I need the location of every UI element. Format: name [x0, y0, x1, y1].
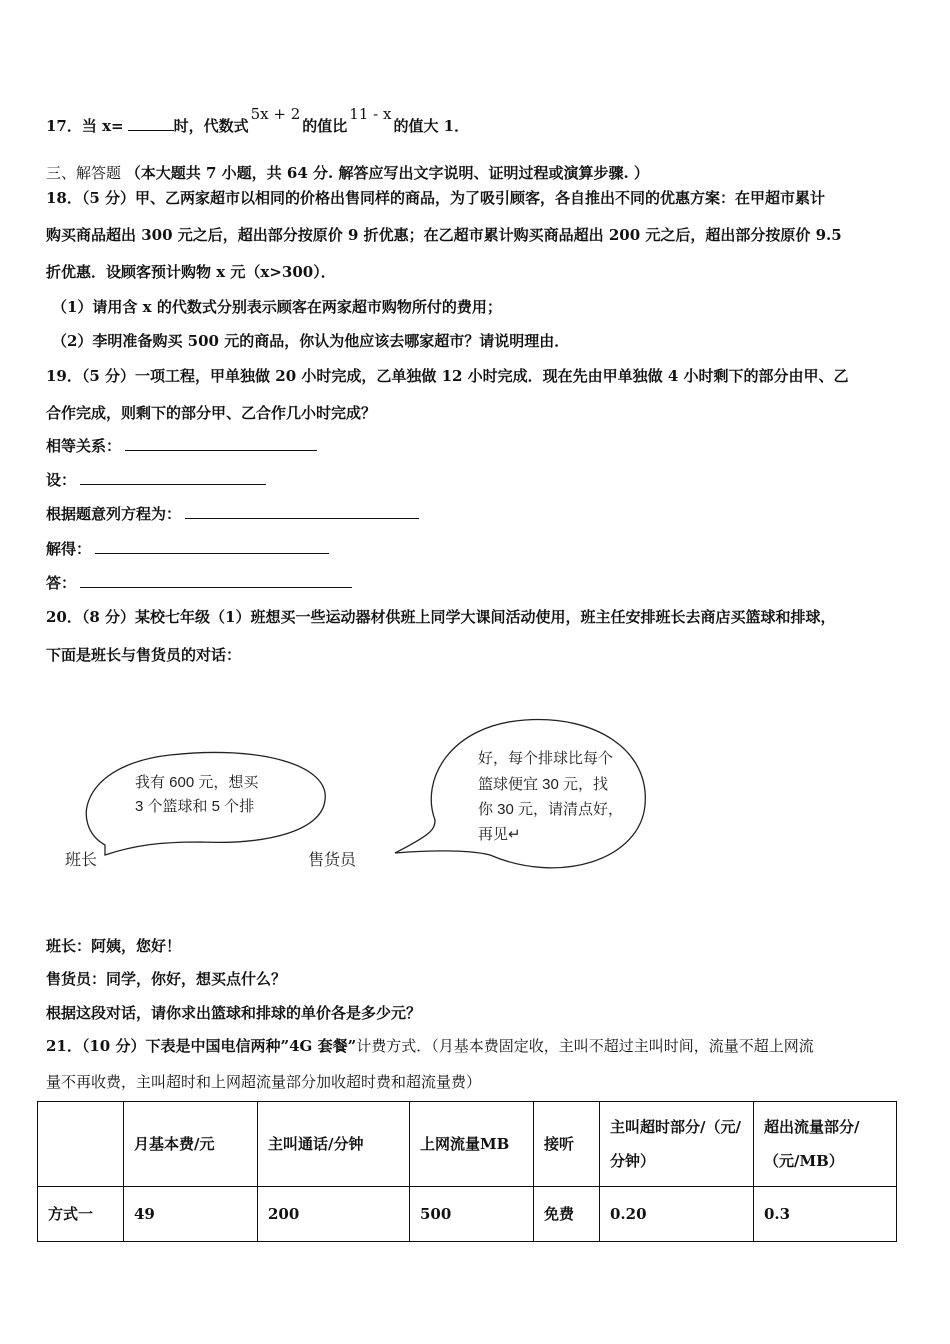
table-header-cell: 接听	[534, 1102, 600, 1187]
q19-solve-blank[interactable]	[95, 539, 329, 554]
q19-equation-label: 根据题意列方程为：	[46, 505, 182, 523]
table-header-cell: 主叫通话/分钟	[258, 1102, 410, 1187]
dialogue-illustration	[50, 710, 670, 880]
q18-sub2: （2）李明准备购买 500 元的商品，你认为他应该去哪家超市？请说明理由．	[52, 332, 570, 350]
q19-field-equation	[46, 503, 419, 524]
q19-let-label: 设：	[46, 471, 77, 489]
left-bubble-text-2: 3 个篮球和 5 个排	[135, 798, 255, 815]
q19-line2: 合作完成，则剩下的部分甲、乙合作几小时完成？	[46, 404, 377, 422]
table-header-cell: 超出流量部分/（元/MB）	[754, 1102, 897, 1187]
right-bubble-text-3: 你 30 元，请清点好，	[478, 801, 624, 818]
label-monitor: 班长	[65, 852, 98, 869]
q20-question: 根据这段对话，请你求出篮球和排球的单价各是多少元？	[46, 1004, 422, 1022]
q17-mid: 时，代数式	[173, 117, 249, 135]
q18-line2: 购买商品超出 300 元之后，超出部分按原价 9 折优惠；在乙超市累计购买商品超出 200 元之后，超出部分按原价 9.5	[46, 226, 842, 244]
table-header-cell: 上网流量MB	[410, 1102, 534, 1187]
q18-line1: 18．（5 分）甲、乙两家超市以相同的价格出售同样的商品，为了吸引顾客，各自推出不同的优惠方案：在甲超市累计	[46, 189, 826, 207]
table-cell: 0.20	[600, 1187, 754, 1242]
q19-equation-blank[interactable]	[185, 504, 419, 519]
section3-desc: （本大题共 7 小题，共 64 分. 解答应写出文字说明、证明过程或演算步骤. ）	[125, 164, 649, 182]
q19-relation-blank[interactable]	[125, 436, 317, 451]
q19-answer-blank[interactable]	[80, 573, 352, 588]
q19-solve-label: 解得：	[46, 540, 92, 558]
q20-dialogue-2: 售货员：同学，你好，想买点什么？	[46, 970, 287, 988]
right-speech-bubble	[395, 720, 645, 868]
q21-line2: 量不再收费，主叫超时和上网超流量部分加收超时费和超流量费）	[46, 1073, 482, 1091]
q19-field-let	[46, 469, 266, 490]
table-cell: 200	[258, 1187, 410, 1242]
table-cell: 免费	[534, 1187, 600, 1242]
fee-table	[37, 1101, 897, 1242]
q17-expr2: 11 - x	[349, 105, 392, 123]
q17-line	[46, 105, 470, 136]
label-salesperson: 售货员	[308, 852, 357, 869]
q19-field-answer	[46, 572, 352, 593]
table-cell: 0.3	[754, 1187, 897, 1242]
q19-relation-label: 相等关系：	[46, 437, 122, 455]
q21-line1-bold: 21．（10 分）下表是中国电信两种”4G 套餐”	[46, 1037, 357, 1055]
table-row	[38, 1187, 897, 1242]
q17-mid2: 的值比	[302, 117, 348, 135]
q19-let-blank[interactable]	[80, 470, 266, 485]
q20-line2: 下面是班长与售货员的对话：	[46, 646, 242, 664]
table-header-cell	[38, 1102, 124, 1187]
section3-heading	[46, 162, 649, 183]
table-header-cell: 主叫超时部分/（元/分钟）	[600, 1102, 754, 1187]
q20-line1: 20．（8 分）某校七年级（1）班想买一些运动器材供班上同学大课间活动使用，班主任安排班长去商店买篮球和排球，	[46, 608, 836, 626]
q20-dialogue-1: 班长：阿姨，您好！	[46, 937, 182, 955]
table-cell: 49	[124, 1187, 258, 1242]
q19-line1: 19．（5 分）一项工程，甲单独做 20 小时完成，乙单独做 12 小时完成．现在先由甲单独做 4 小时剩下的部分由甲、乙	[46, 367, 849, 385]
q21-line1-plain: 计费方式．（月基本费固定收，主叫不超过主叫时间，流量不超上网流	[356, 1037, 814, 1055]
table-header-row	[38, 1102, 897, 1187]
q19-answer-label: 答：	[46, 574, 77, 592]
q19-field-relation	[46, 435, 317, 456]
table-cell: 500	[410, 1187, 534, 1242]
right-bubble-text-2: 篮球便宜 30 元，找	[478, 776, 609, 793]
right-bubble-text-1: 好，每个排球比每个	[478, 750, 614, 767]
table-cell: 方式一	[38, 1187, 124, 1242]
table-header-cell: 月基本费/元	[124, 1102, 258, 1187]
q17-prefix: 17．当 x=	[46, 117, 124, 135]
section3-title: 三、解答题	[46, 164, 122, 182]
right-bubble-text-4: 再见↵	[478, 826, 521, 843]
left-bubble-text-1: 我有 600 元，想买	[135, 774, 259, 791]
q21-line1	[46, 1035, 814, 1056]
q17-expr1: 5x + 2	[250, 105, 301, 123]
q17-answer-blank[interactable]	[128, 116, 174, 131]
q19-field-solve	[46, 538, 329, 559]
q18-line3: 折优惠．设顾客预计购物 x 元（x>300）．	[46, 263, 336, 281]
q17-suffix: 的值大 1．	[393, 117, 470, 135]
q18-sub1: （1）请用含 x 的代数式分别表示顾客在两家超市购物所付的费用；	[52, 298, 502, 316]
